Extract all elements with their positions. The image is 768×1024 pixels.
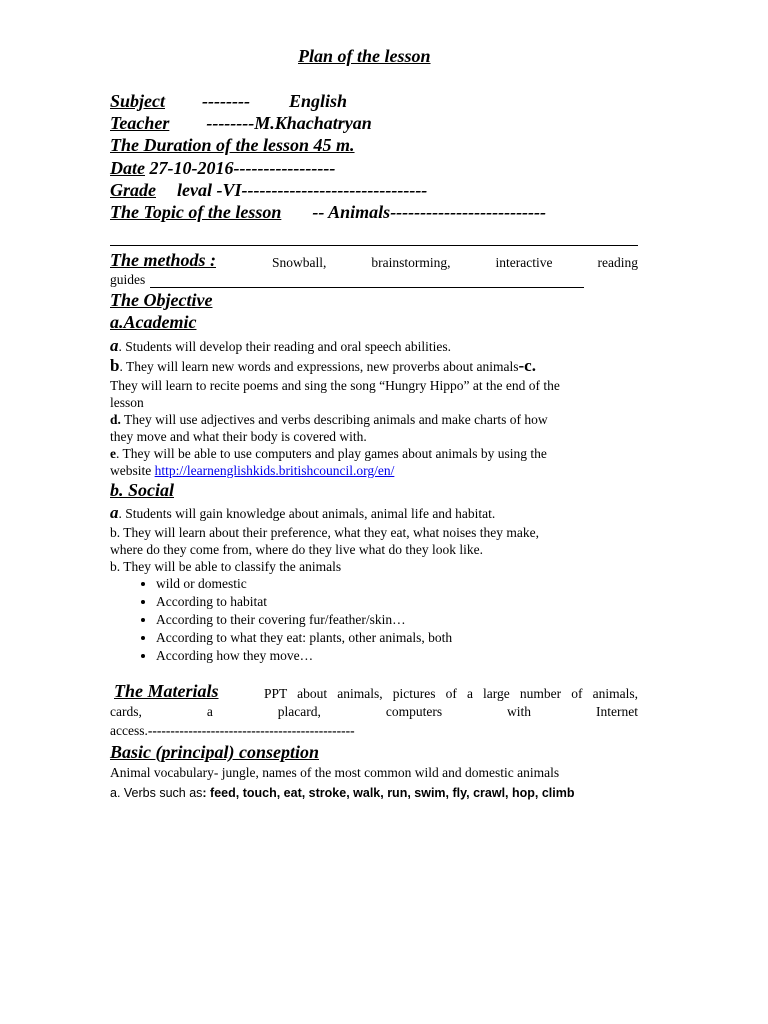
website-link[interactable]: http://learnenglishkids.britishcouncil.org/en/ [154, 463, 395, 478]
methods-label: The methods : [110, 250, 216, 270]
academic-c-line2: lesson [110, 395, 144, 410]
academic-a-marker: a [110, 336, 119, 355]
materials-label: The Materials [114, 681, 219, 701]
teacher-label: Teacher [110, 113, 170, 133]
topic-value: -- Animals-------------------------- [312, 202, 547, 222]
grade-value: leval -VI------------------------------- [177, 180, 428, 200]
materials-line3 [110, 722, 355, 739]
materials-line1: PPT about animals, pictures of a large number of animals, [264, 686, 638, 701]
grade-label: Grade [110, 180, 156, 200]
materials-access: access. [110, 723, 148, 738]
verbs-line [110, 786, 575, 800]
divider-line [110, 245, 638, 246]
verbs-list: : feed, touch, eat, stroke, walk, run, swim, fly, crawl, hop, climb [202, 786, 575, 800]
social-b2-line: b. They will be able to classify the animals [110, 559, 342, 574]
subject-label: Subject [110, 91, 166, 111]
materials-dashes: ---------------------------------------------- [147, 723, 355, 738]
academic-e-text: . They will be able to use computers and play games about animals by using the [116, 446, 547, 461]
academic-d-marker: d. [110, 412, 121, 427]
list-item: • According to what they eat: plants, other animals, both [156, 629, 452, 647]
academic-item-a [110, 337, 451, 355]
social-a-text: . Students will gain knowledge about animals, animal life and habitat. [118, 506, 496, 521]
verbs-prefix: a. Verbs such as [110, 786, 203, 800]
methods-text: Snowball, brainstorming, interactive reading [272, 255, 638, 270]
academic-item-e [110, 445, 638, 462]
academic-b-text: . They will learn new words and expressions, new proverbs about animals [119, 359, 519, 374]
list-item: • According to habitat [156, 593, 452, 611]
methods-fill-line [150, 287, 584, 288]
conception-text: Animal vocabulary- jungle, names of the most common wild and domestic animals [110, 765, 560, 780]
social-b-line1: b. They will learn about their preference, what they eat, what noises they make, [110, 525, 539, 540]
date-value: 27-10-2016----------------- [149, 158, 336, 178]
social-heading: b. Social [110, 480, 175, 500]
list-item: • According to their covering fur/feather/skin… [156, 611, 452, 629]
social-b-line2: where do they come from, where do they live what do they look like. [110, 542, 484, 557]
grade-row [110, 180, 427, 201]
subject-value: English [288, 91, 348, 111]
list-item: • According how they move… [156, 647, 452, 665]
teacher-row [110, 113, 372, 134]
academic-d-line2: they move and what their body is covered with. [110, 429, 367, 444]
social-item-a [110, 504, 495, 522]
topic-label: The Topic of the lesson [110, 202, 282, 222]
materials-line2: cards, a placard, computers with Internet [110, 704, 638, 719]
subject-separator: -------- [202, 91, 250, 111]
academic-item-d [110, 411, 638, 428]
academic-c-marker: -c. [518, 356, 536, 375]
academic-b-marker: b [110, 356, 120, 375]
academic-e-marker: e [110, 446, 116, 461]
date-label: Date [110, 158, 145, 178]
conception-heading: Basic (principal) conseption [110, 742, 320, 762]
academic-c-line1: They will learn to recite poems and sing the song “Hungry Hippo” at the end of the [110, 378, 560, 393]
subject-row [110, 91, 347, 112]
classification-list [110, 575, 452, 665]
academic-heading: a.Academic [110, 312, 197, 332]
teacher-value: --------M.Khachatryan [206, 113, 372, 133]
duration-row: The Duration of the lesson 45 m. [110, 135, 355, 155]
academic-item-b [110, 357, 638, 375]
topic-row [110, 202, 546, 223]
list-item: • wild or domestic [156, 575, 452, 593]
website-label: website [110, 463, 155, 478]
academic-a-text: . Students will develop their reading and oral speech abilities. [118, 339, 452, 354]
academic-d-text: They will use adjectives and verbs describing animals and make charts of how [120, 412, 548, 427]
objective-heading: The Objective [110, 290, 213, 310]
date-row [110, 158, 335, 179]
methods-text-2: guides [110, 272, 146, 287]
social-a-marker: a [110, 503, 119, 522]
document-title: Plan of the lesson [298, 46, 431, 66]
academic-e-line2 [110, 462, 394, 479]
